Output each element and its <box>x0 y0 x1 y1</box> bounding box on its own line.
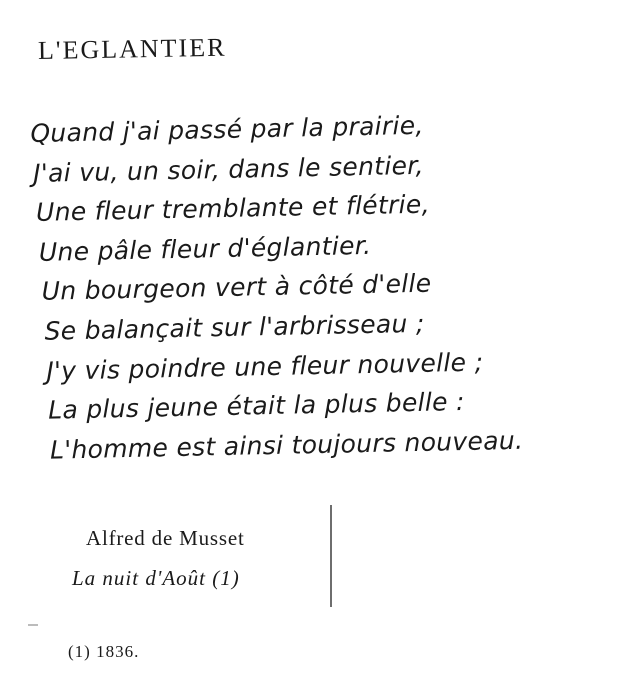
poem-line: La plus jeune était la plus belle : <box>47 387 466 425</box>
scan-mark <box>28 624 38 626</box>
poem-line: Une fleur tremblante et flétrie, <box>35 189 431 228</box>
footnote: (1) 1836. <box>68 642 140 661</box>
poem-line: Se balançait sur l'arbrisseau ; <box>44 308 425 346</box>
poem-line: Une pâle fleur d'églantier. <box>38 230 372 267</box>
poem-line: J'ai vu, un soir, dans le sentier, <box>32 150 425 188</box>
poem-source: La nuit d'Août (1) <box>72 566 240 590</box>
vertical-divider <box>330 505 332 607</box>
poem-line: J'y vis poindre une fleur nouvelle ; <box>46 347 484 386</box>
poem-line: Quand j'ai passé par la prairie, <box>30 110 424 148</box>
poem-stanza <box>30 102 607 470</box>
poem-title: L'EGLANTIER <box>37 32 227 65</box>
poem-line: L'homme est ainsi toujours nouveau. <box>49 425 524 465</box>
poem-line: Un bourgeon vert à côté d'elle <box>41 269 432 307</box>
poem-author: Alfred de Musset <box>86 526 245 550</box>
